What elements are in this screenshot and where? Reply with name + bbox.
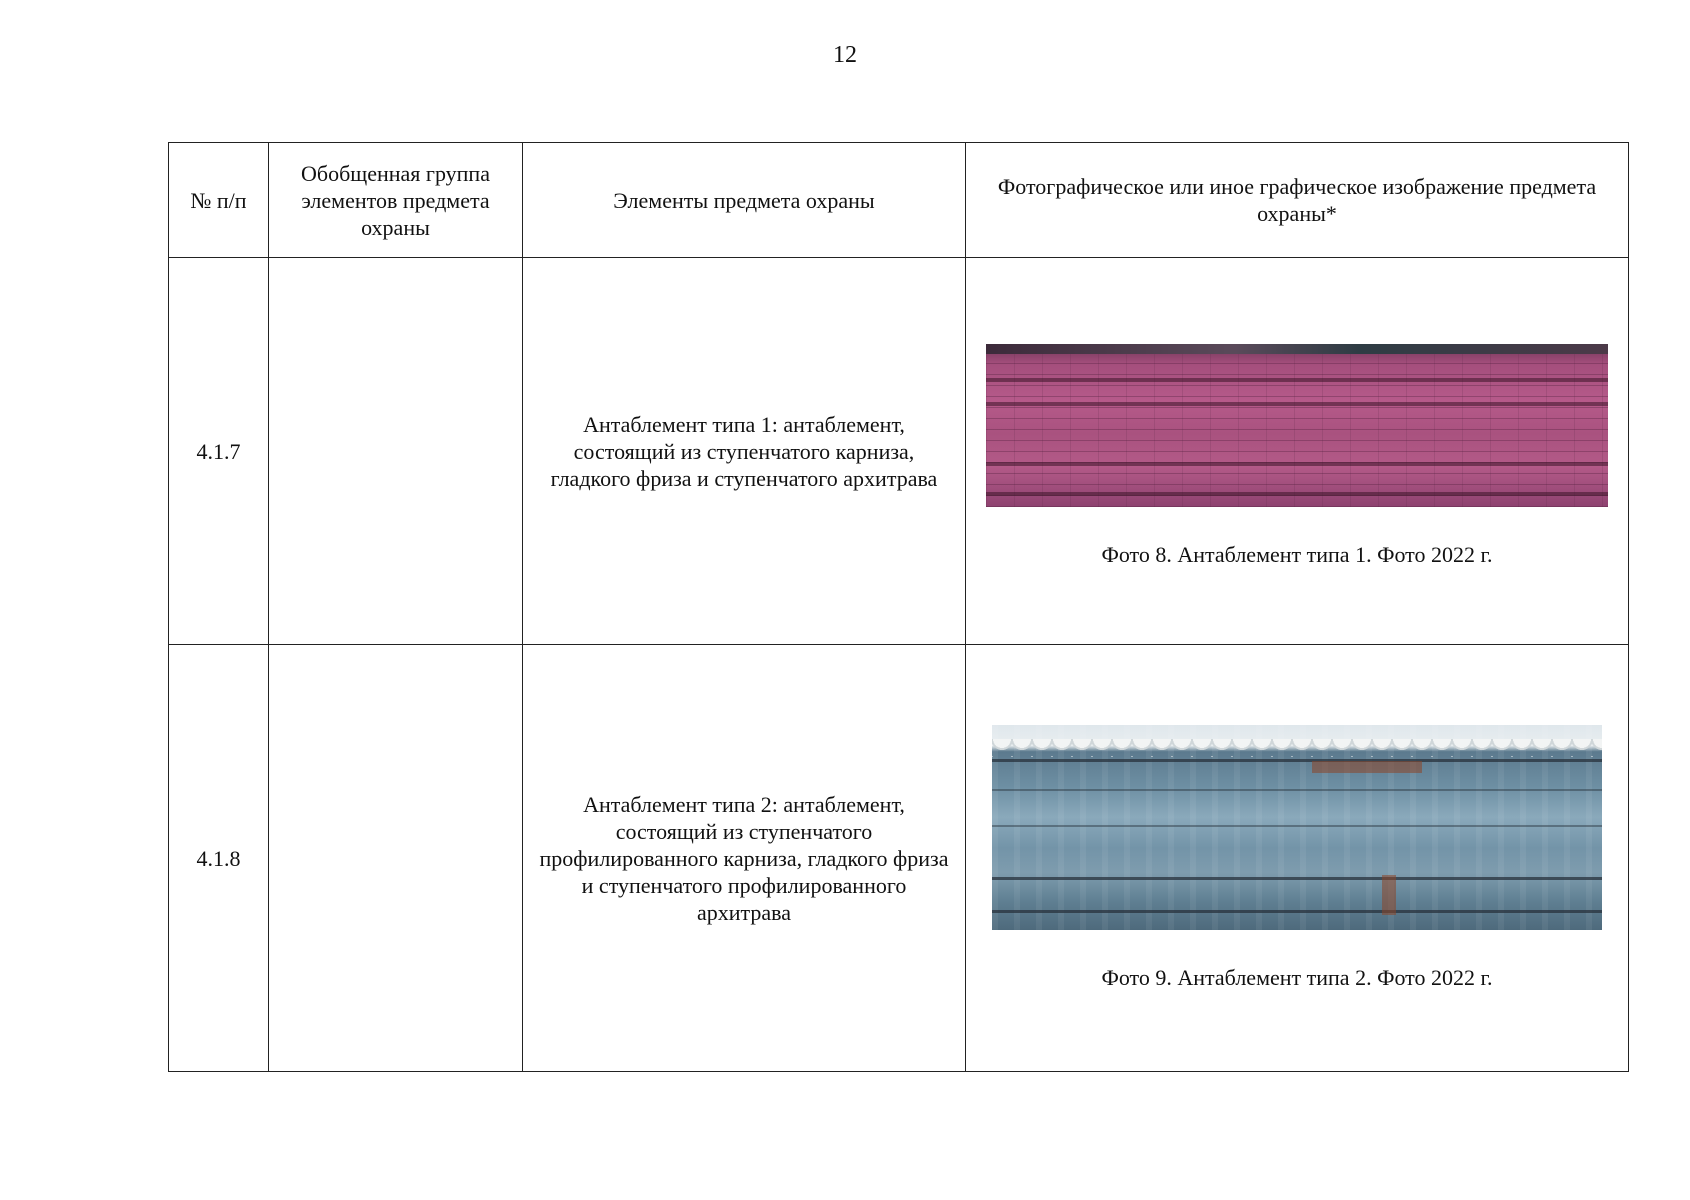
row-elements: Антаблемент типа 1: антаблемент, состоящий из ступенчатого карниза, гладкого фриза и ступенчатого архитрава (523, 258, 966, 645)
entablature-type-2-photo (992, 725, 1602, 930)
table-row (169, 645, 1629, 1072)
table-row (169, 258, 1629, 645)
page-number: 12 (833, 42, 857, 68)
row-group (269, 258, 523, 645)
row-elements: Антаблемент типа 2: антаблемент, состоящий из ступенчатого профилированного карниза, гладкого фриза и ступенчатого профилированного архитрава (523, 645, 966, 1072)
header-num: № п/п (169, 143, 269, 258)
header-group: Обобщенная группа элементов предмета охраны (269, 143, 523, 258)
photo-caption: Фото 8. Антаблемент типа 1. Фото 2022 г. (1101, 542, 1493, 567)
entablature-type-1-photo (986, 344, 1608, 507)
header-elements: Элементы предмета охраны (523, 143, 966, 258)
row-num: 4.1.8 (169, 645, 269, 1072)
header-photo: Фотографическое или иное графическое изображение предмета охраны* (966, 143, 1629, 258)
row-photo-cell (966, 258, 1629, 645)
protection-elements-table (168, 142, 1629, 1072)
table-header-row (169, 143, 1629, 258)
row-num: 4.1.7 (169, 258, 269, 645)
row-group (269, 645, 523, 1072)
row-photo-cell (966, 645, 1629, 1072)
photo-caption: Фото 9. Антаблемент типа 2. Фото 2022 г. (1101, 965, 1493, 990)
